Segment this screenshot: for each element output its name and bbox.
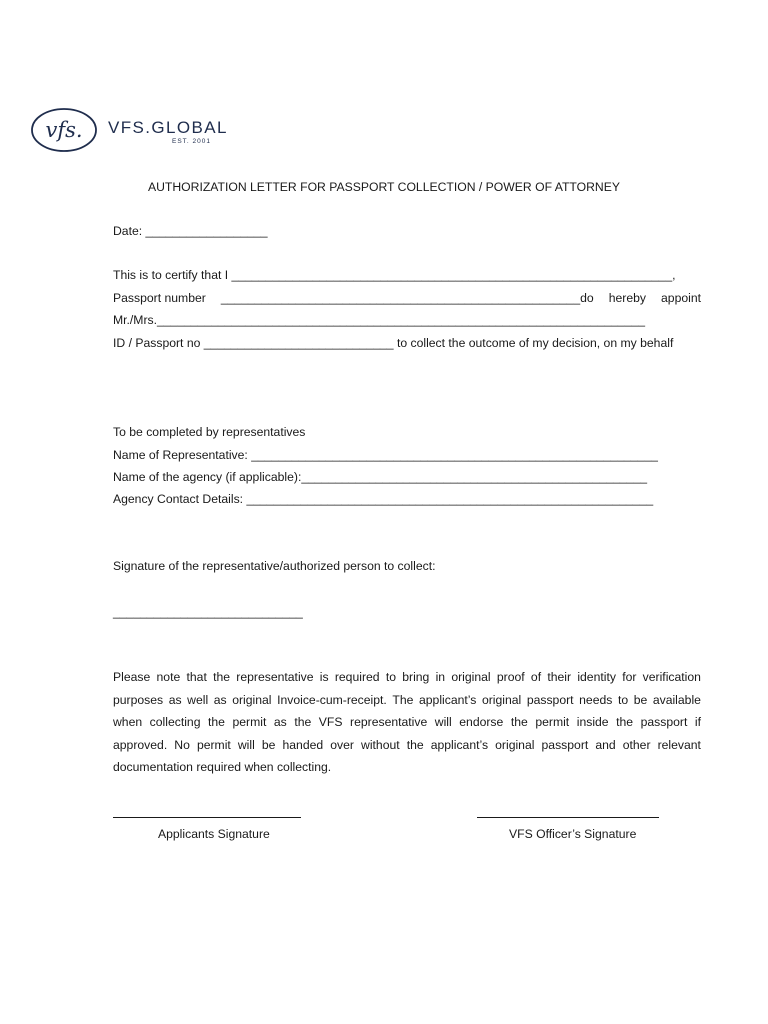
note-word: bring [402, 670, 430, 684]
note-word: to [385, 670, 396, 684]
note-word: for [622, 670, 637, 684]
note-word: permit [535, 715, 570, 730]
note-word: note [156, 670, 181, 684]
note-word: handed [282, 737, 324, 752]
note-word: their [547, 670, 572, 684]
passport-number-label: Passport number [113, 291, 206, 305]
note-line [113, 689, 701, 712]
note-word: the [213, 670, 231, 684]
note-word: original [481, 692, 522, 707]
note-word: the [510, 715, 528, 730]
signature-label: Signature of the representative/authorized person to collect: [113, 559, 436, 573]
representative-name-line: Name of Representative: ____________________________________________________________ [113, 448, 658, 462]
note-line [113, 666, 701, 689]
note-paragraph [113, 666, 701, 779]
note-word: collecting [149, 715, 201, 730]
applicant-signature-line [113, 817, 301, 818]
note-word: Invoice-cum-receipt. [277, 692, 387, 707]
note-word: representative [236, 670, 314, 684]
logo-name: VFS.GLOBAL [108, 118, 228, 137]
note-line [113, 711, 701, 734]
note-word: representative [350, 715, 428, 730]
certify-line-3: Mr./Mrs.________________________________________________________________________ [113, 313, 646, 327]
note-word: passport [541, 737, 589, 752]
note-word: over [330, 737, 354, 752]
note-word: relevant [657, 737, 701, 752]
note-word: if [694, 715, 701, 730]
date-line: Date: __________________ [113, 224, 268, 238]
note-word: required [334, 670, 380, 684]
applicant-signature-label: Applicants Signature [158, 827, 270, 841]
note-word: the [616, 715, 634, 730]
note-word: proof [496, 670, 525, 684]
note-word: in [435, 670, 446, 684]
note-word: the [208, 715, 225, 730]
note-word: that [186, 670, 207, 684]
certify-line-2 [113, 291, 701, 305]
note-word: as [273, 715, 287, 730]
note-word: available [652, 692, 701, 707]
note-word: when [113, 715, 143, 730]
note-word: applicant’s [418, 692, 477, 707]
note-word: needs [579, 692, 613, 707]
officer-signature-line [477, 817, 659, 818]
note-word: original [495, 737, 535, 752]
hereby-word: hereby [608, 291, 646, 305]
note-word: VFS [318, 715, 343, 730]
note-word: permit [196, 737, 231, 752]
signature-blank: ____________________________ [113, 605, 303, 619]
note-line [113, 734, 701, 757]
vfs-logo-mark [30, 106, 98, 154]
logo-mark-text: vfs. [45, 118, 83, 142]
note-word: will [237, 737, 255, 752]
note-word: inside [576, 715, 609, 730]
agency-name-line: Name of the agency (if applicable):___________________________________________________ [113, 470, 648, 484]
note-word: and [595, 737, 616, 752]
note-word: verification [642, 670, 701, 684]
note-word: other [622, 737, 651, 752]
note-word: the [406, 737, 424, 752]
note-word: passport [526, 692, 574, 707]
vfs-global-logo [30, 106, 240, 154]
note-word: to [617, 692, 629, 707]
note-word: without [361, 737, 400, 752]
note-word: will [434, 715, 452, 730]
agency-contact-line: Agency Contact Details: ____________________________________________________________ [113, 492, 654, 506]
representatives-heading: To be completed by representatives [113, 425, 306, 439]
note-word: original [451, 670, 491, 684]
note-word: The [392, 692, 414, 707]
note-word: approved. [113, 737, 168, 752]
note-word: be [261, 737, 276, 752]
passport-number-blank: _____________________________________________________do [220, 291, 594, 305]
document-title: AUTHORIZATION LETTER FOR PASSPORT COLLECTION / POWER OF ATTORNEY [148, 180, 620, 194]
note-word: applicant’s [430, 737, 489, 752]
certify-line-1: This is to certify that I _________________________________________________________________, [113, 268, 676, 282]
note-word: is [319, 670, 329, 684]
note-word: well [187, 692, 209, 707]
note-word: permit [232, 715, 267, 730]
logo-est: EST. 2001 [172, 138, 211, 145]
note-word: as [213, 692, 227, 707]
note-word: of [530, 670, 542, 684]
certify-line-4: ID / Passport no ____________________________ to collect the outcome of my decision, on my behalf [113, 336, 674, 350]
note-word: Please [113, 670, 151, 684]
note-word: purposes [113, 692, 164, 707]
note-word: passport [640, 715, 688, 730]
appoint-word: appoint [661, 291, 701, 305]
note-word: original [232, 692, 272, 707]
note-word: be [633, 692, 648, 707]
note-word: the [294, 715, 312, 730]
note-word: identity [577, 670, 616, 684]
note-word: endorse [459, 715, 504, 730]
note-line: documentation required when collecting. [113, 760, 332, 775]
note-word: as [168, 692, 182, 707]
officer-signature-label: VFS Officer’s Signature [509, 827, 637, 841]
note-word: No [174, 737, 190, 752]
